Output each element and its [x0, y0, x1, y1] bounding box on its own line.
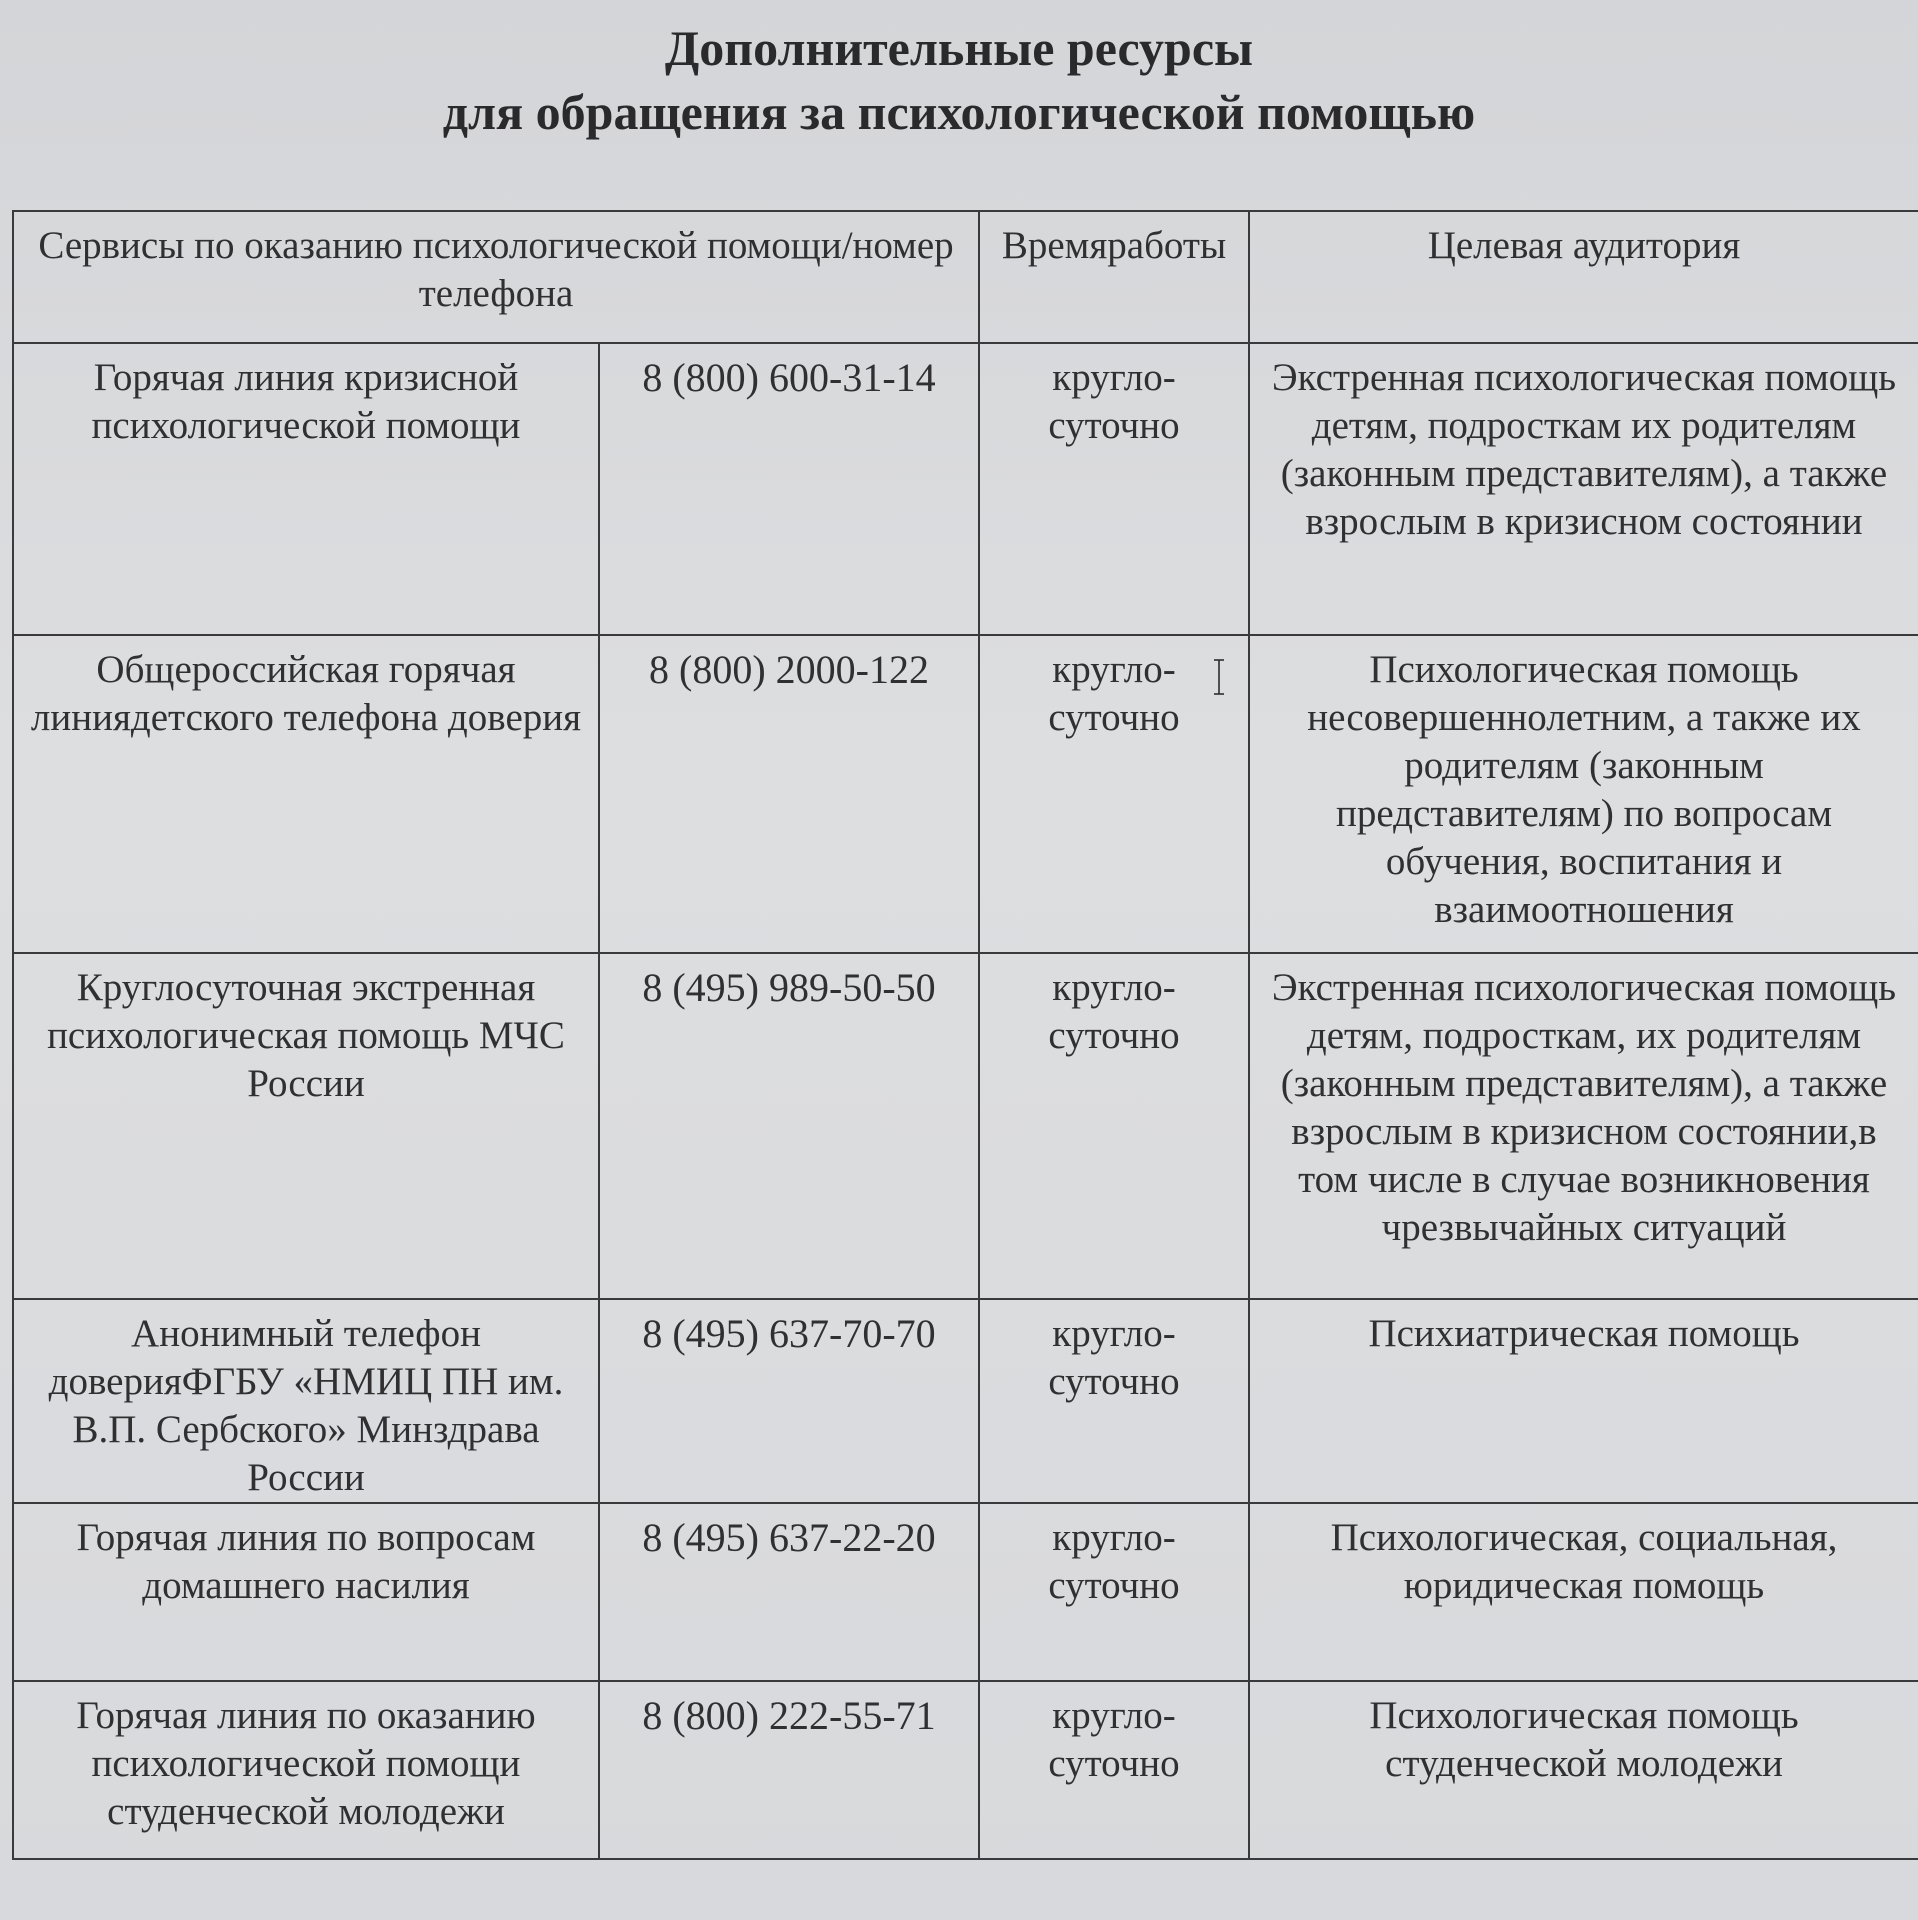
service-name: Круглосуточная экстренная психологическая помощь МЧС России — [13, 953, 599, 1299]
table-row — [13, 1681, 1918, 1859]
service-hours: кругло-суточно — [979, 343, 1249, 635]
service-audience: Экстренная психологическая помощь детям, подросткам, их родителям (законным представителям), а также взрослым в кризисном состоянии,в том числе в случае возникновения чрезвычайных ситуаций — [1249, 953, 1918, 1299]
resources-table — [12, 210, 1918, 1860]
header-audience: Целевая аудитория — [1249, 211, 1918, 343]
service-hours: кругло-суточно — [979, 953, 1249, 1299]
service-name: Горячая линия по оказанию психологической помощи студенческой молодежи — [13, 1681, 599, 1859]
service-name: Горячая линия по вопросам домашнего насилия — [13, 1503, 599, 1681]
table-row — [13, 953, 1918, 1299]
service-hours: кругло-суточно — [979, 1299, 1249, 1503]
text-cursor-icon — [1212, 657, 1226, 697]
service-phone: 8 (495) 637-70-70 — [599, 1299, 979, 1503]
table-row — [13, 1299, 1918, 1503]
service-hours: кругло-суточно — [979, 635, 1249, 953]
header-service: Сервисы по оказанию психологической помощи/номер телефона — [13, 211, 979, 343]
service-audience: Экстренная психологическая помощь детям, подросткам их родителям (законным представителям), а также взрослым в кризисном состоянии — [1249, 343, 1918, 635]
service-hours: кругло-суточно — [979, 1503, 1249, 1681]
title-line-2: для обращения за психологической помощью — [442, 84, 1476, 140]
service-audience: Психиатрическая помощь — [1249, 1299, 1918, 1503]
service-phone: 8 (800) 600-31-14 — [599, 343, 979, 635]
header-hours: Времяработы — [979, 211, 1249, 343]
service-audience: Психологическая помощь студенческой молодежи — [1249, 1681, 1918, 1859]
service-phone: 8 (495) 637-22-20 — [599, 1503, 979, 1681]
service-name: Общероссийская горячая линиядетского телефона доверия — [13, 635, 599, 953]
service-phone: 8 (495) 989-50-50 — [599, 953, 979, 1299]
table-row — [13, 635, 1918, 953]
service-hours: кругло-суточно — [979, 1681, 1249, 1859]
table-row — [13, 343, 1918, 635]
service-phone: 8 (800) 2000-122 — [599, 635, 979, 953]
table-header-row — [13, 211, 1918, 343]
title-line-1: Дополнительные ресурсы — [664, 20, 1254, 76]
document-title — [0, 16, 1918, 144]
table-row — [13, 1503, 1918, 1681]
service-name: Анонимный телефон доверияФГБУ «НМИЦ ПН им. В.П. Сербского» Минздрава России — [13, 1299, 599, 1503]
service-audience: Психологическая, социальная, юридическая помощь — [1249, 1503, 1918, 1681]
service-phone: 8 (800) 222-55-71 — [599, 1681, 979, 1859]
service-audience: Психологическая помощь несовершеннолетним, а также их родителям (законным представителям) по вопросам обучения, воспитания и взаимоотношения — [1249, 635, 1918, 953]
service-name: Горячая линия кризисной психологической помощи — [13, 343, 599, 635]
